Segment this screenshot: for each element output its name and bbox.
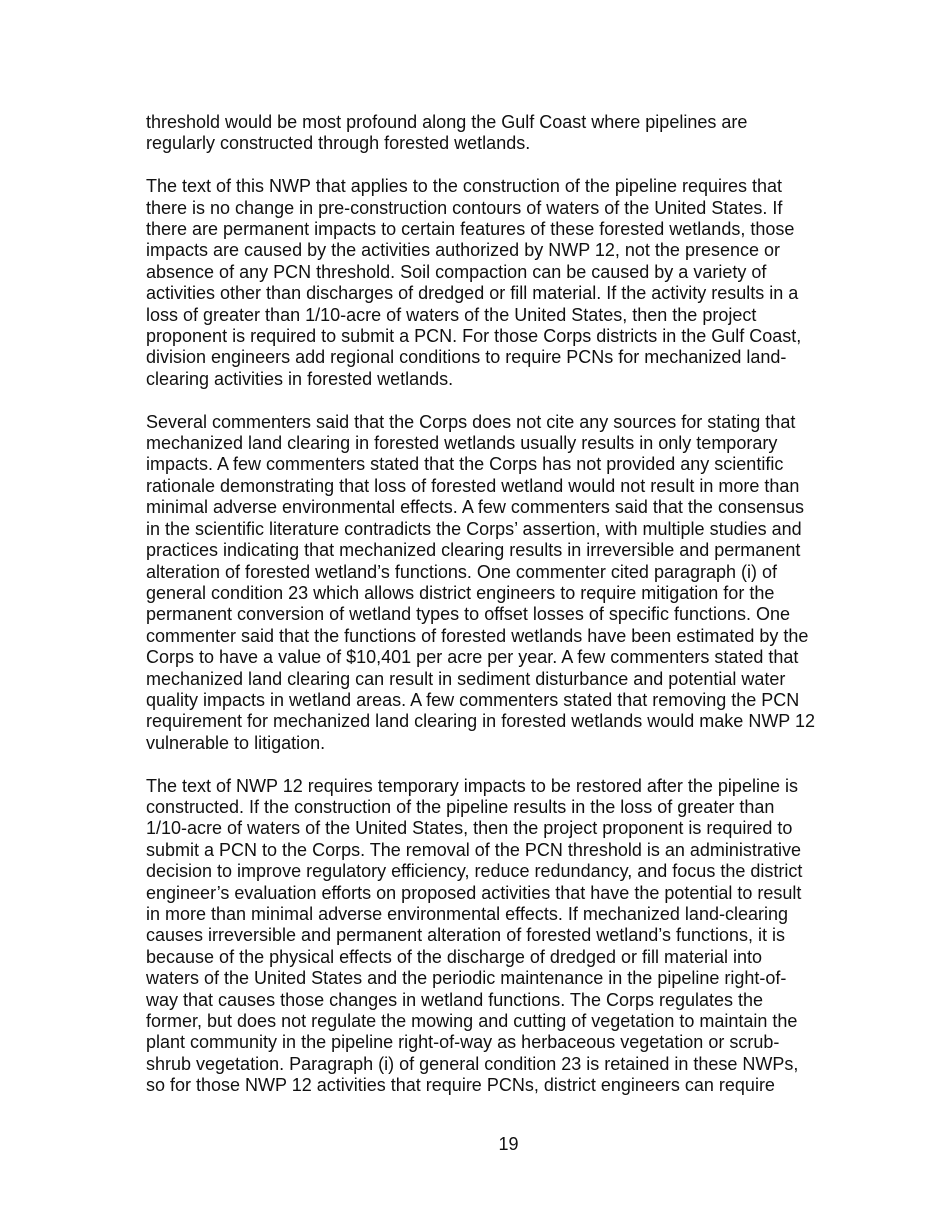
text-line: commenter said that the functions of forested wetlands have been estimated by the <box>146 625 809 646</box>
text-line: Corps to have a value of $10,401 per acre per year. A few commenters stated that <box>146 647 799 668</box>
text-line: impacts are caused by the activities authorized by NWP 12, not the presence or <box>146 240 780 261</box>
text-line: way that causes those changes in wetland functions. The Corps regulates the <box>146 989 764 1010</box>
text-line: The text of this NWP that applies to the construction of the pipeline requires that <box>146 176 783 197</box>
text-line: permanent conversion of wetland types to offset losses of specific functions. One <box>146 604 791 625</box>
body-text <box>146 112 846 1118</box>
text-line: mechanized land clearing can result in sediment disturbance and potential water <box>146 668 786 689</box>
text-line: plant community in the pipeline right-of-way as herbaceous vegetation or scrub- <box>146 1032 780 1053</box>
text-line: engineer’s evaluation efforts on proposed activities that have the potential to result <box>146 882 802 903</box>
text-line: submit a PCN to the Corps. The removal of the PCN threshold is an administrative <box>146 839 801 860</box>
text-line: in more than minimal adverse environmental effects. If mechanized land-clearing <box>146 903 788 924</box>
text-line: loss of greater than 1/10-acre of waters of the United States, then the project <box>146 304 757 325</box>
text-line: clearing activities in forested wetlands. <box>146 368 454 389</box>
text-line: alteration of forested wetland’s functions. One commenter cited paragraph (i) of <box>146 561 778 582</box>
text-line: shrub vegetation. Paragraph (i) of general condition 23 is retained in these NWPs, <box>146 1053 799 1074</box>
paragraph <box>146 176 846 390</box>
paragraph <box>146 412 846 755</box>
text-line: constructed. If the construction of the pipeline results in the loss of greater than <box>146 796 775 817</box>
text-line: waters of the United States and the periodic maintenance in the pipeline right-of- <box>146 968 787 989</box>
text-line: mechanized land clearing in forested wetlands usually results in only temporary <box>146 433 778 454</box>
text-line: so for those NWP 12 activities that require PCNs, district engineers can require <box>146 1075 775 1096</box>
text-line: because of the physical effects of the discharge of dredged or fill material into <box>146 946 763 967</box>
text-line: 1/10-acre of waters of the United States, then the project proponent is required to <box>146 818 793 839</box>
text-line: The text of NWP 12 requires temporary impacts to be restored after the pipeline is <box>146 775 798 796</box>
text-line: there are permanent impacts to certain features of these forested wetlands, those <box>146 219 795 240</box>
text-line: proponent is required to submit a PCN. For those Corps districts in the Gulf Coast, <box>146 326 802 347</box>
text-line: absence of any PCN threshold. Soil compaction can be caused by a variety of <box>146 261 767 282</box>
text-line: general condition 23 which allows district engineers to require mitigation for the <box>146 582 775 603</box>
text-line: regularly constructed through forested wetlands. <box>146 133 531 154</box>
text-line: in the scientific literature contradicts the Corps’ assertion, with multiple studies and <box>146 518 802 539</box>
text-line: requirement for mechanized land clearing in forested wetlands would make NWP 12 <box>146 711 816 732</box>
text-line: threshold would be most profound along the Gulf Coast where pipelines are <box>146 112 748 132</box>
text-line: vulnerable to litigation. <box>146 732 326 753</box>
text-line: impacts. A few commenters stated that the Corps has not provided any scientific <box>146 454 784 475</box>
text-line: minimal adverse environmental effects. A few commenters said that the consensus <box>146 497 804 518</box>
text-line: former, but does not regulate the mowing and cutting of vegetation to maintain the <box>146 1011 798 1032</box>
text-line: quality impacts in wetland areas. A few commenters stated that removing the PCN <box>146 689 800 710</box>
paragraph <box>146 112 846 155</box>
text-line: practices indicating that mechanized clearing results in irreversible and permanent <box>146 540 801 561</box>
paragraph <box>146 776 846 1097</box>
page-number: 19 <box>498 1134 519 1154</box>
text-line: decision to improve regulatory efficiency, reduce redundancy, and focus the district <box>146 861 803 882</box>
text-line: rationale demonstrating that loss of forested wetland would not result in more than <box>146 475 800 496</box>
text-line: division engineers add regional conditions to require PCNs for mechanized land- <box>146 347 787 368</box>
text-line: there is no change in pre-construction contours of waters of the United States. If <box>146 197 783 218</box>
text-line: Several commenters said that the Corps does not cite any sources for stating that <box>146 411 796 432</box>
text-line: causes irreversible and permanent alteration of forested wetland’s functions, it is <box>146 925 786 946</box>
text-line: activities other than discharges of dredged or fill material. If the activity results in a <box>146 283 799 304</box>
